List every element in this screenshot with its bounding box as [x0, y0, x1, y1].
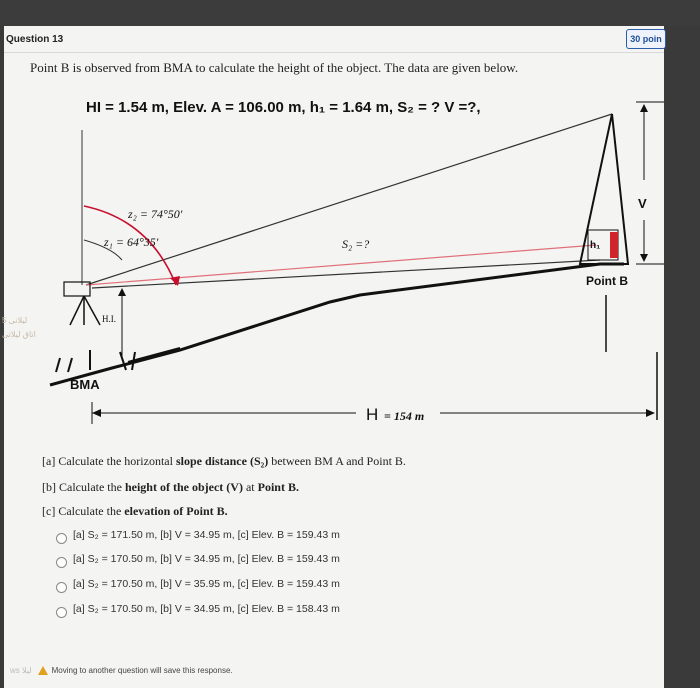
z1-label: z₁ = 64°35′ [104, 235, 159, 249]
question-prompt: Point B is observed from BMA to calculate the height of the object. The data are given below. [30, 60, 519, 75]
footer-faint-text: ws لیلا [10, 666, 32, 675]
question-title: Question 13 [6, 34, 64, 45]
tripod-leg-right [84, 296, 100, 325]
v-arrow-down [640, 254, 648, 262]
part-a: [a] Calculate the horizontal slope distance (S₂) between BM A and Point B. [42, 454, 406, 468]
ground-line [50, 264, 624, 385]
h-arrow-right [646, 409, 655, 417]
ground-mark-2 [68, 358, 72, 372]
side-faint-text-2: اتاق لیلاتی [2, 330, 36, 339]
h1-label: h₁ [590, 240, 601, 251]
ground-line-upper [128, 348, 180, 362]
v-arrow-up [640, 104, 648, 112]
footer-notice-text: Moving to another question will save this response. [51, 666, 233, 675]
bma-label: BMA [70, 377, 100, 392]
warning-icon [38, 666, 48, 675]
hi-arrow-head [118, 288, 126, 296]
answer-option-2[interactable] [56, 550, 396, 568]
point-b-label: Point B [586, 274, 628, 288]
answer-option-1[interactable] [56, 526, 396, 544]
radio-option-4[interactable] [56, 607, 67, 618]
survey-diagram [0, 80, 700, 435]
ground-mark-1 [56, 358, 60, 372]
question-header [4, 30, 664, 53]
object-triangle [580, 114, 628, 264]
side-faint-text-1: 5 لیلاتی [2, 316, 28, 325]
data-line: HI = 1.54 m, Elev. A = 106.00 m, h₁ = 1.64 m, S₂ = ? V =?, [86, 99, 481, 116]
points-badge: 30 poin [626, 29, 666, 49]
h1-red-bar [610, 232, 618, 258]
h-arrow-left [92, 409, 101, 417]
radio-option-2[interactable] [56, 557, 67, 568]
tripod-leg-left [70, 296, 84, 325]
part-c: [c] Calculate the elevation of Point B. [42, 504, 228, 518]
radio-option-3[interactable] [56, 582, 67, 593]
s2-label: S₂ =? [342, 237, 370, 251]
v-label: V [638, 196, 647, 211]
option-3-label: [a] S₂ = 170.50 m, [b] V = 35.95 m, [c] Elev. B = 159.43 m [73, 578, 340, 590]
top-bar [0, 0, 700, 26]
hi-label: H.I. [102, 314, 116, 324]
instrument-box [64, 282, 90, 296]
ground-mark-4 [120, 352, 126, 370]
footer-notice [10, 666, 233, 675]
sight-line-top [86, 114, 612, 285]
option-1-label: [a] S₂ = 171.50 m, [b] V = 34.95 m, [c] Elev. B = 159.43 m [73, 529, 340, 541]
radio-option-1[interactable] [56, 533, 67, 544]
option-2-label: [a] S₂ = 170.50 m, [b] V = 34.95 m, [c] Elev. B = 159.43 m [73, 553, 340, 565]
z2-label: z₂ = 74°50′ [128, 207, 183, 221]
h-value: = 154 m [384, 409, 425, 423]
part-b: [b] Calculate the height of the object (V) at Point B. [42, 480, 299, 494]
answer-option-3[interactable] [56, 575, 396, 593]
option-4-label: [a] S₂ = 170.50 m, [b] V = 34.95 m, [c] Elev. B = 158.43 m [73, 603, 340, 615]
answer-option-4[interactable] [56, 600, 396, 618]
h-letter: H [366, 405, 379, 424]
